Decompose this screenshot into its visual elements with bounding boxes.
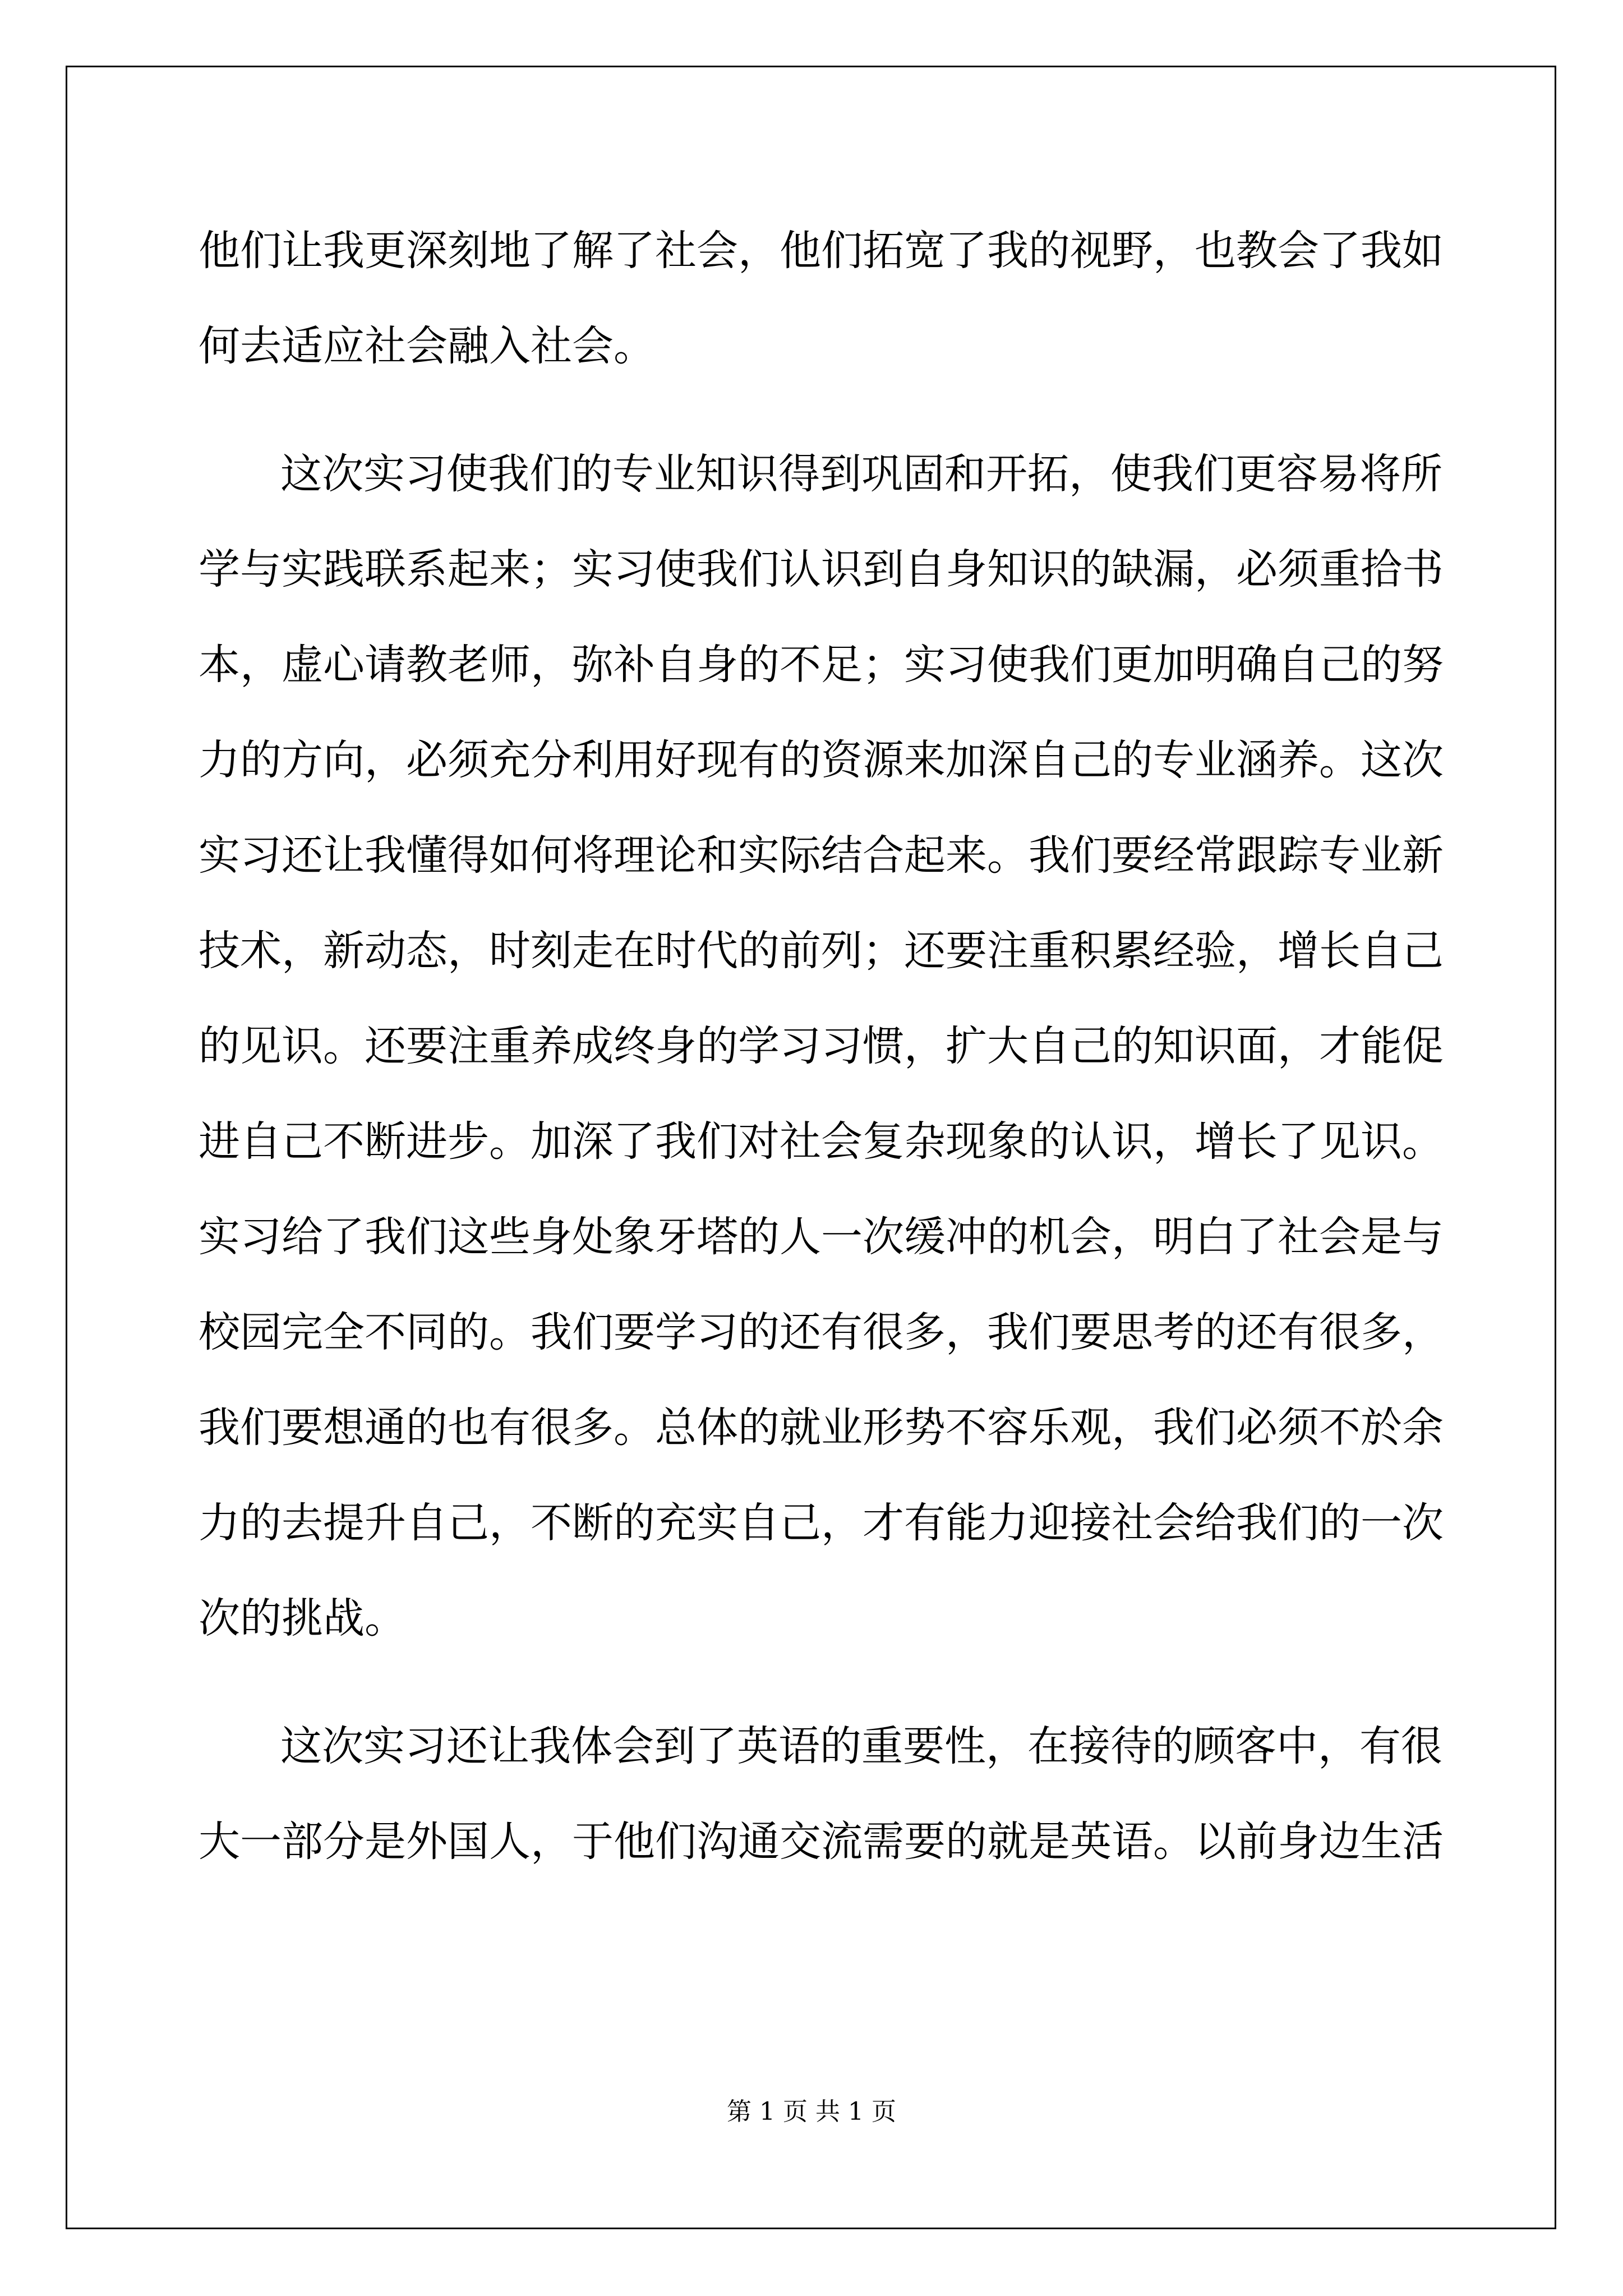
text-line-12: 校园完全不同的。我们要学习的还有很多，我们要思考的还有很多，	[199, 1308, 1444, 1356]
text-line-8: 技术，新动态，时刻走在时代的前列；还要注重积累经验，增长自己	[199, 927, 1444, 975]
text-line-9: 的见识。还要注重养成终身的学习习惯，扩大自己的知识面，才能促	[199, 1022, 1444, 1070]
text-line-15: 次的挑战。	[199, 1594, 406, 1642]
text-line-16: 这次实习还让我体会到了英语的重要性，在接待的顾客中，有很	[280, 1722, 1442, 1770]
text-line-13: 我们要想通的也有很多。总体的就业形势不容乐观，我们必须不於余	[199, 1404, 1444, 1452]
text-line-11: 实习给了我们这些身处象牙塔的人一次缓冲的机会，明白了社会是与	[199, 1213, 1444, 1261]
text-line-2: 何去适应社会融入社会。	[199, 322, 655, 370]
text-line-6: 力的方向，必须充分利用好现有的资源来加深自己的专业涵养。这次	[199, 736, 1444, 784]
text-line-14: 力的去提升自己，不断的充实自己，才有能力迎接社会给我们的一次	[199, 1499, 1444, 1547]
text-line-1: 他们让我更深刻地了解了社会，他们拓宽了我的视野，也教会了我如	[199, 227, 1444, 275]
text-line-10: 进自己不断进步。加深了我们对社会复杂现象的认识，增长了见识。	[199, 1117, 1444, 1166]
text-line-3: 这次实习使我们的专业知识得到巩固和开拓，使我们更容易将所	[280, 450, 1442, 498]
page-footer: 第 1 页 共 1 页	[727, 2097, 896, 2126]
text-line-17: 大一部分是外国人，于他们沟通交流需要的就是英语。以前身边生活	[199, 1818, 1444, 1866]
text-line-5: 本，虚心请教老师，弥补自身的不足；实习使我们更加明确自己的努	[199, 641, 1444, 689]
text-line-4: 学与实践联系起来；实习使我们认识到自身知识的缺漏，必须重拾书	[199, 545, 1444, 593]
text-line-7: 实习还让我懂得如何将理论和实际结合起来。我们要经常跟踪专业新	[199, 831, 1444, 880]
